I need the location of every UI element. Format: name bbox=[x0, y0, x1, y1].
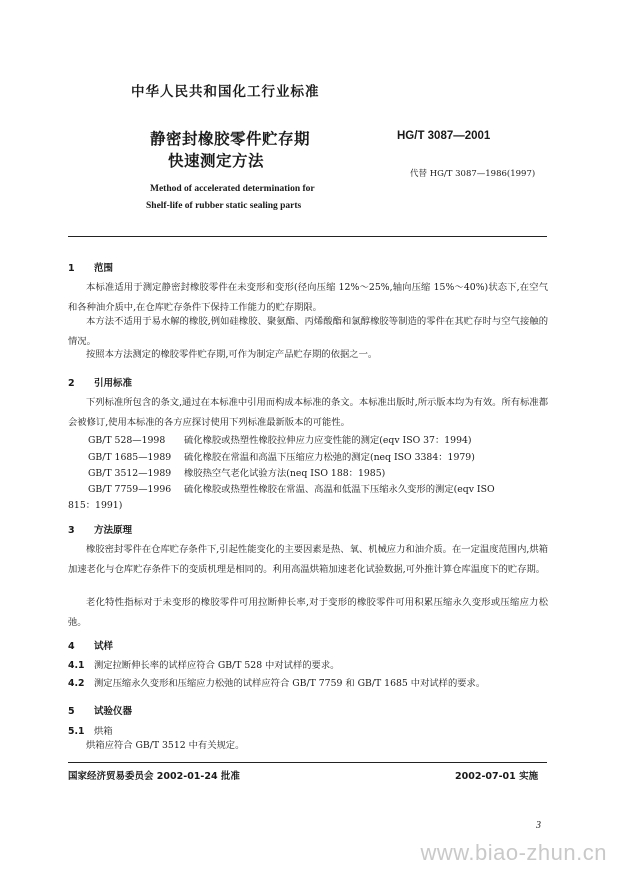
reference-item bbox=[88, 465, 385, 479]
section-3-paragraph-2: 老化特性指标对于未变形的橡胶零件可用拉断伸长率,对于变形的橡胶零件可用积累压缩永久变形或压缩应力松弛。 bbox=[68, 597, 548, 628]
section-1-paragraph-3: 按照本方法测定的橡胶零件贮存期,可作为制定产品贮存期的依据之一。 bbox=[86, 349, 378, 360]
section-1-paragraph-1: 本标准适用于测定静密封橡胶零件在未变形和变形(径向压缩 12%～25%,轴向压缩 15%～40%)状态下,在空气和各种油介质中,在仓库贮存条件下保持工作能力的贮存期限。 bbox=[68, 282, 548, 313]
implementation-date: 2002-07-01 实施 bbox=[455, 771, 539, 782]
section-2-paragraph-1: 下列标准所包含的条文,通过在本标准中引用而构成本标准的条文。本标准出版时,所示版本均为有效。所有标准都会被修订,使用本标准的各方应探讨使用下列标准最新版本的可能性。 bbox=[68, 397, 548, 428]
reference-item bbox=[88, 481, 495, 495]
reference-continuation: 815：1991) bbox=[68, 500, 123, 511]
subsection-number: 4.1 bbox=[68, 660, 85, 671]
english-title-line2: Shelf-life of rubber static sealing parts bbox=[146, 201, 302, 211]
subsection-number: 5.1 bbox=[68, 726, 85, 737]
section-3-paragraph-1: 橡胶密封零件在仓库贮存条件下,引起性能变化的主要因素是热、氧、机械应力和油介质。在一定温度范围内,烘箱加速老化与仓库贮存条件下的变质机理是相同的。利用高温烘箱加速老化试验数据,可外推计算仓库温度下的贮存期。 bbox=[68, 544, 548, 575]
subsection-4-2 bbox=[68, 675, 485, 689]
section-number: 4 bbox=[68, 641, 75, 652]
section-number: 3 bbox=[68, 525, 75, 536]
reference-title: 硫化橡胶或热塑性橡胶拉伸应力应变性能的测定(eqv ISO 37：1994) bbox=[184, 435, 472, 446]
section-title: 试样 bbox=[94, 641, 114, 652]
subsection-title: 烘箱 bbox=[94, 726, 113, 737]
page-number: 3 bbox=[536, 820, 541, 831]
header-divider bbox=[68, 236, 547, 237]
reference-title: 硫化橡胶在常温和高温下压缩应力松弛的测定(neq ISO 3384：1979) bbox=[184, 452, 475, 463]
document-title-line1: 静密封橡胶零件贮存期 bbox=[150, 130, 311, 148]
section-4-heading bbox=[68, 638, 113, 652]
approval-note: 国家经济贸易委员会 2002-01-24 批准 bbox=[68, 771, 240, 782]
reference-item bbox=[88, 432, 472, 446]
watermark-text: www.biao-zhun.cn bbox=[420, 840, 607, 865]
country-standard-label: 中华人民共和国化工行业标准 bbox=[131, 84, 320, 100]
english-title-line1: Method of accelerated determination for bbox=[150, 184, 315, 194]
section-title: 试验仪器 bbox=[94, 706, 133, 717]
section-3-heading bbox=[68, 522, 132, 536]
section-number: 2 bbox=[68, 378, 75, 389]
section-title: 方法原理 bbox=[94, 525, 133, 536]
standard-code: HG/T 3087—2001 bbox=[397, 130, 491, 142]
reference-code: GB/T 1685—1989 bbox=[88, 452, 172, 463]
section-number: 1 bbox=[68, 263, 75, 274]
subsection-4-1 bbox=[68, 657, 339, 671]
section-1-heading bbox=[68, 260, 113, 274]
subsection-text: 测定压缩永久变形和压缩应力松弛的试样应符合 GB/T 7759 和 GB/T 1685 中对试样的要求。 bbox=[94, 678, 486, 689]
section-5-heading bbox=[68, 703, 132, 717]
section-2-heading bbox=[68, 375, 132, 389]
subsection-text: 测定拉断伸长率的试样应符合 GB/T 528 中对试样的要求。 bbox=[94, 660, 340, 671]
subsection-5-1-text: 烘箱应符合 GB/T 3512 中有关规定。 bbox=[86, 740, 245, 751]
footer-divider bbox=[68, 762, 547, 763]
reference-item bbox=[88, 449, 475, 463]
section-number: 5 bbox=[68, 706, 75, 717]
reference-title: 橡胶热空气老化试验方法(neq ISO 188：1985) bbox=[184, 468, 386, 479]
reference-code: GB/T 528—1998 bbox=[88, 435, 166, 446]
reference-code: GB/T 7759—1996 bbox=[88, 484, 172, 495]
replaces-note: 代替 HG/T 3087—1986(1997) bbox=[410, 169, 536, 179]
section-title: 范围 bbox=[94, 263, 114, 274]
subsection-number: 4.2 bbox=[68, 678, 85, 689]
section-1-paragraph-2: 本方法不适用于易水解的橡胶,例如硅橡胶、聚氨酯、丙烯酸酯和氯醇橡胶等制造的零件在其贮存时与空气接触的情况。 bbox=[68, 316, 548, 347]
subsection-5-1 bbox=[68, 723, 113, 737]
document-title-line2: 快速测定方法 bbox=[168, 152, 265, 170]
section-title: 引用标准 bbox=[94, 378, 133, 389]
reference-title: 硫化橡胶或热塑性橡胶在常温、高温和低温下压缩永久变形的测定(eqv ISO bbox=[184, 484, 495, 495]
reference-code: GB/T 3512—1989 bbox=[88, 468, 172, 479]
